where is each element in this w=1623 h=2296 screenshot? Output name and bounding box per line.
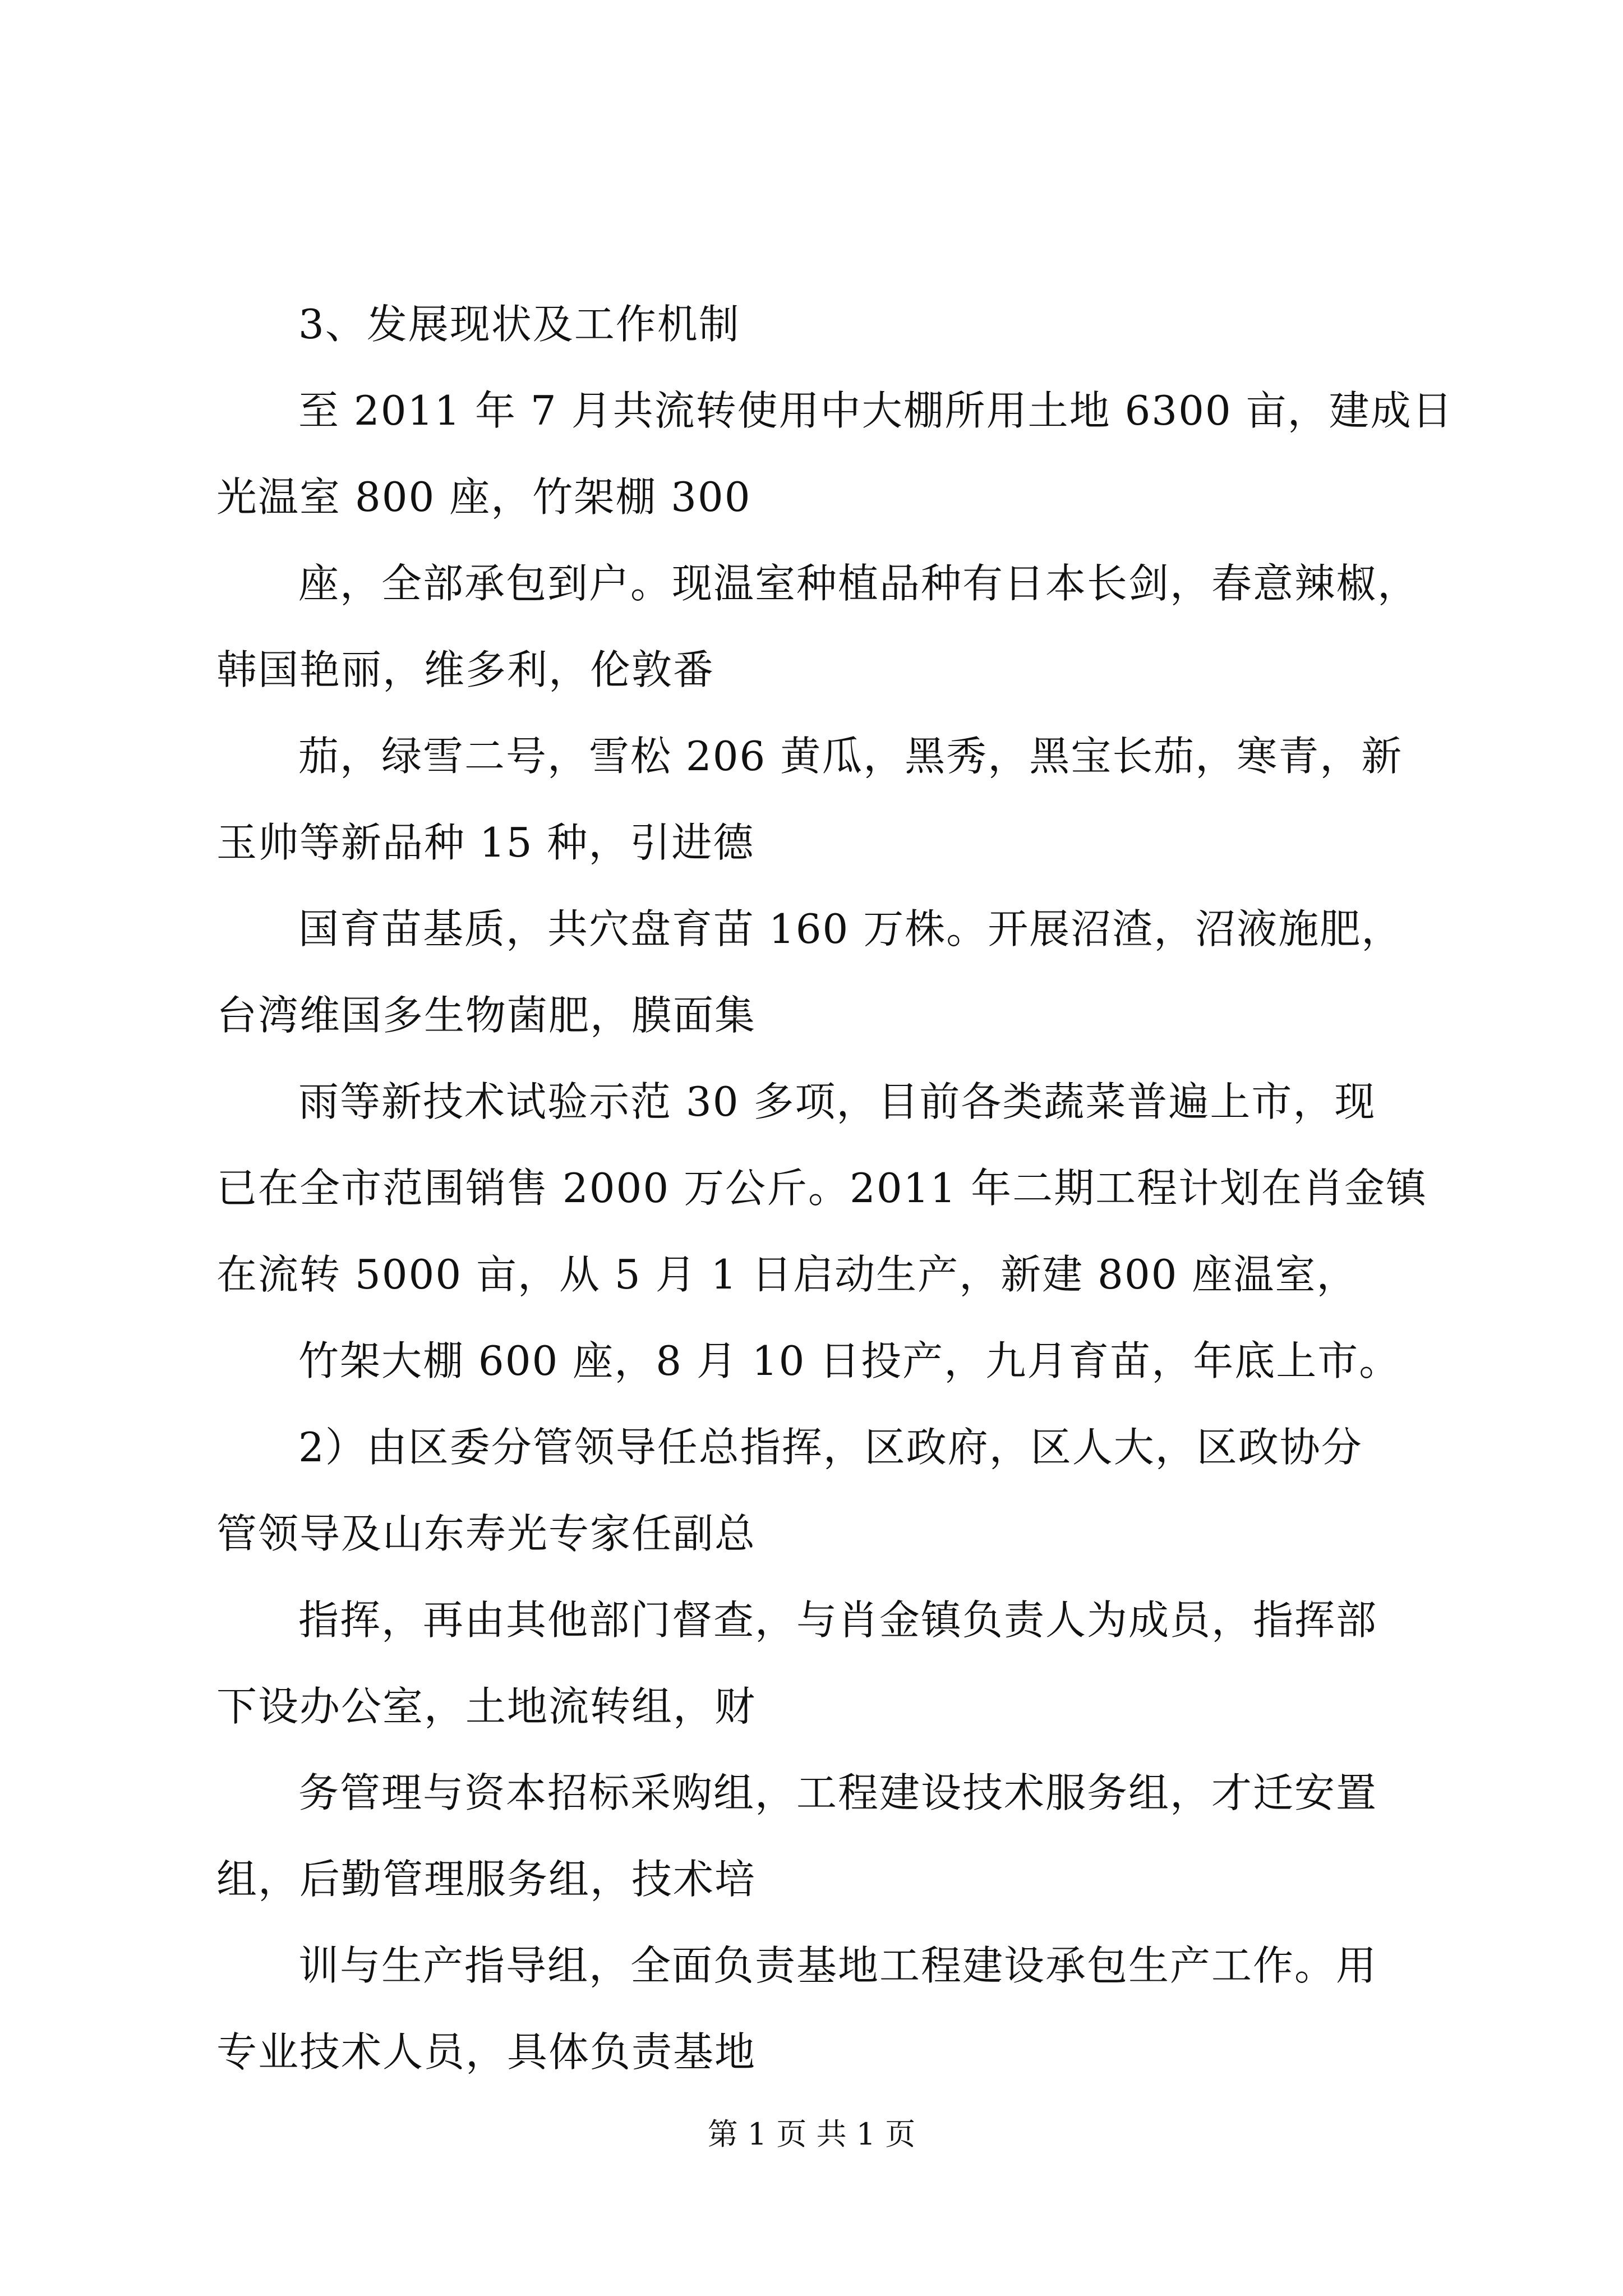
text-line: 光温室 800 座，竹架棚 300 bbox=[216, 473, 751, 521]
text-line: 在流转 5000 亩，从 5 月 1 日启动生产，新建 800 座温室， bbox=[216, 1251, 1358, 1298]
text-line: 专业技术人员，具体负责基地 bbox=[216, 2028, 757, 2076]
text-line: 韩国艳丽，维多利，伦敦番 bbox=[216, 646, 715, 693]
text-line: 已在全市范围销售 2000 万公斤。2011 年二期工程计划在肖金镇 bbox=[216, 1165, 1428, 1212]
text-line: 务管理与资本招标采购组，工程建设技术服务组，才迁安置 bbox=[298, 1769, 1378, 1816]
text-line: 玉帅等新品种 15 种，引进德 bbox=[216, 819, 755, 866]
text-line: 台湾维国多生物菌肥，膜面集 bbox=[216, 992, 757, 1039]
text-line: 下设办公室，土地流转组，财 bbox=[216, 1683, 757, 1730]
text-line: 指挥，再由其他部门督查，与肖金镇负责人为成员，指挥部 bbox=[298, 1596, 1378, 1644]
text-line: 雨等新技术试验示范 30 多项，目前各类蔬菜普遍上市，现 bbox=[298, 1078, 1376, 1125]
text-line: 茄，绿雪二号，雪松 206 黄瓜，黑秀，黑宝长茄，寒青，新 bbox=[298, 733, 1403, 780]
document-body bbox=[216, 297, 1454, 2111]
text-line: 管领导及山东寿光专家任副总 bbox=[216, 1510, 757, 1557]
section-heading: 3、发展现状及工作机制 bbox=[298, 301, 740, 348]
text-line: 组，后勤管理服务组，技术培 bbox=[216, 1856, 757, 1903]
text-line: 竹架大棚 600 座，8 月 10 日投产，九月育苗，年底上市。 bbox=[298, 1337, 1401, 1384]
page-number-footer: 第 1 页 共 1 页 bbox=[707, 2116, 916, 2152]
text-line: 国育苗基质，共穴盘育苗 160 万株。开展沼渣，沼液施肥， bbox=[298, 905, 1403, 953]
text-line: 座，全部承包到户。现温室种植品种有日本长剑，春意辣椒， bbox=[298, 560, 1419, 607]
text-line: 2）由区委分管领导任总指挥，区政府，区人大，区政协分 bbox=[298, 1424, 1363, 1471]
text-line: 训与生产指导组，全面负责基地工程建设承包生产工作。用 bbox=[298, 1942, 1378, 1989]
text-line: 至 2011 年 7 月共流转使用中大棚所用土地 6300 亩，建成日 bbox=[298, 387, 1454, 434]
